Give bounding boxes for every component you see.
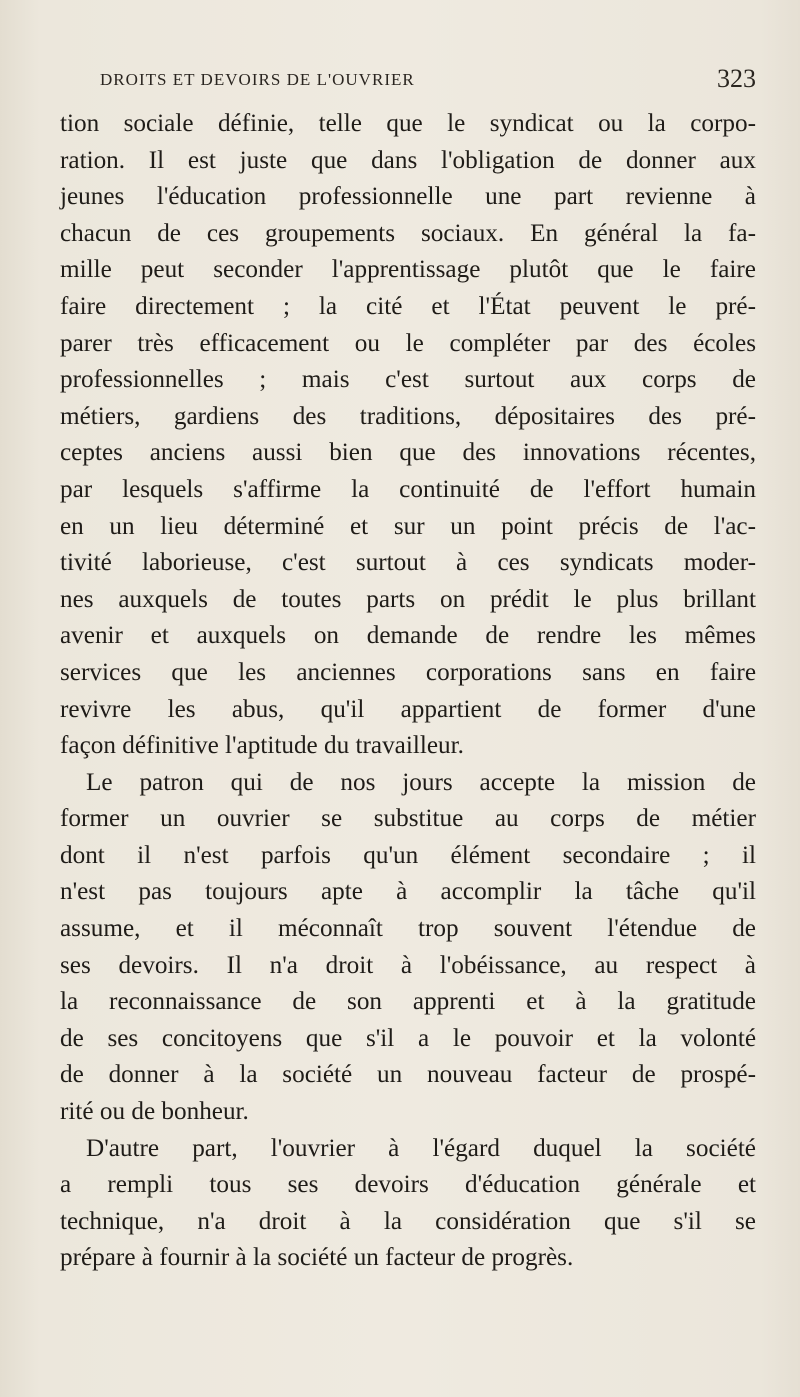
paragraph-2 (60, 765, 756, 1131)
text-line: de ses concitoyens que s'il a le pouvoir et la volonté (60, 1024, 756, 1052)
text-line: ceptes anciens aussi bien que des innovations récentes, (60, 439, 756, 467)
text-line: Le patron qui de nos jours accepte la mission de (86, 768, 756, 796)
text-line: services que les anciennes corporations sans en faire (60, 658, 756, 686)
text-line: mille peut seconder l'apprentissage plutôt que le faire (60, 256, 756, 284)
text-line: nes auxquels de toutes parts on prédit le plus brillant (60, 585, 756, 613)
text-line: jeunes l'éducation professionnelle une part revienne à (60, 183, 756, 211)
text-line: parer très efficacement ou le compléter par des écoles (60, 329, 756, 357)
text-line: n'est pas toujours apte à accomplir la tâche qu'il (60, 878, 756, 906)
text-line: la reconnaissance de son apprenti et à la gratitude (60, 988, 756, 1016)
text-line: métiers, gardiens des traditions, dépositaires des pré- (60, 402, 756, 430)
text-line: dont il n'est parfois qu'un élément secondaire ; il (60, 841, 756, 869)
text-line: a rempli tous ses devoirs d'éducation générale et (60, 1171, 756, 1199)
text-line: professionnelles ; mais c'est surtout aux corps de (60, 366, 756, 394)
page-number: 323 (717, 64, 756, 93)
text-line: en un lieu déterminé et sur un point précis de l'ac- (60, 512, 756, 540)
text-line: de donner à la société un nouveau facteur de prospé- (60, 1061, 756, 1089)
text-line: faire directement ; la cité et l'État peuvent le pré- (60, 292, 756, 320)
text-line: tivité laborieuse, c'est surtout à ces syndicats moder- (60, 549, 756, 577)
text-line: former un ouvrier se substitue au corps de métier (60, 805, 756, 833)
text-line: ses devoirs. Il n'a droit à l'obéissance, au respect à (60, 951, 756, 979)
body-text (60, 106, 756, 1277)
text-line: revivre les abus, qu'il appartient de former d'une (60, 695, 756, 723)
text-line: D'autre part, l'ouvrier à l'égard duquel la société (86, 1134, 756, 1162)
text-line: chacun de ces groupements sociaux. En général la fa- (60, 219, 756, 247)
text-line: par lesquels s'affirme la continuité de l'effort humain (60, 475, 756, 503)
text-line: rité ou de bonheur. (60, 1098, 249, 1126)
running-head: DROITS ET DEVOIRS DE L'OUVRIER (100, 70, 415, 89)
text-line: assume, et il méconnaît trop souvent l'étendue de (60, 915, 756, 943)
text-line: prépare à fournir à la société un facteur de progrès. (60, 1244, 574, 1272)
text-line: avenir et auxquels on demande de rendre les mêmes (60, 622, 756, 650)
text-line: ration. Il est juste que dans l'obligation de donner aux (60, 146, 756, 174)
text-line: façon définitive l'aptitude du travailleur. (60, 732, 464, 760)
page-header (0, 64, 800, 104)
text-line: tion sociale définie, telle que le syndicat ou la corpo- (60, 110, 756, 137)
paragraph-1 (60, 106, 756, 765)
text-line: technique, n'a droit à la considération que s'il se (60, 1207, 756, 1235)
paragraph-3 (60, 1131, 756, 1277)
